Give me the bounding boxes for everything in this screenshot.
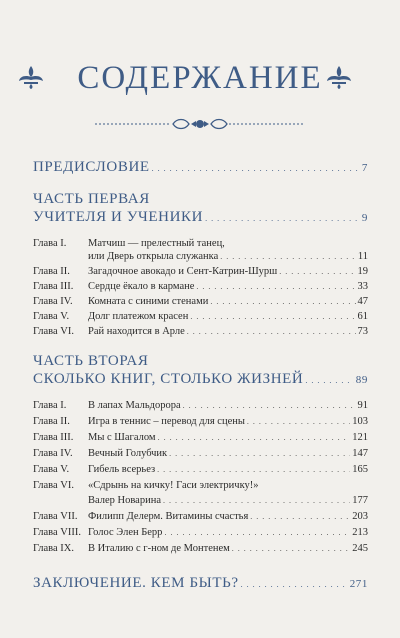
part1-heading-line1 <box>33 190 368 208</box>
dot-leader <box>190 310 355 323</box>
chapter-page: 61 <box>357 311 368 322</box>
dot-leader <box>169 447 350 460</box>
toc-entry-part1[interactable] <box>33 208 368 228</box>
dot-leader <box>187 325 356 338</box>
toc-chapter[interactable] <box>33 431 368 444</box>
toc-entry-part2[interactable] <box>33 370 368 390</box>
chapter-page: 47 <box>357 296 368 307</box>
chapter-page: 103 <box>352 416 368 427</box>
decorative-divider-icon <box>93 117 307 131</box>
part1-page: 9 <box>361 212 368 224</box>
fleur-de-lis-ornament-icon <box>16 64 46 90</box>
dot-leader <box>205 210 360 228</box>
chapter-page: 245 <box>352 543 368 554</box>
chapter-title: Загадочное авокадо и Сент-Катрин-Шурш <box>88 266 278 277</box>
chapter-title-line2: Валер Новарина <box>88 495 161 506</box>
toc-entry-conclusion[interactable] <box>33 574 368 594</box>
part1-number: ЧАСТЬ ПЕРВАЯ <box>33 191 150 207</box>
dot-leader <box>247 415 350 428</box>
chapter-title: В лапах Мальдорора <box>88 400 181 411</box>
toc-entry-preface[interactable] <box>33 158 368 178</box>
chapter-page: 33 <box>357 281 368 292</box>
dot-leader <box>157 463 350 476</box>
chapter-number: Глава VIII. <box>33 527 81 538</box>
chapter-title: Сердце ёкало в кармане <box>88 281 195 292</box>
chapter-number: Глава VII. <box>33 511 78 522</box>
toc-chapter[interactable] <box>33 510 368 523</box>
dot-leader <box>241 576 348 594</box>
chapter-number: Глава II. <box>33 416 70 427</box>
toc-chapter[interactable] <box>33 526 368 539</box>
chapter-page: 147 <box>352 448 368 459</box>
conclusion-label: ЗАКЛЮЧЕНИЕ. КЕМ БЫТЬ? <box>33 575 239 591</box>
part2-title: СКОЛЬКО КНИГ, СТОЛЬКО ЖИЗНЕЙ <box>33 371 304 387</box>
dot-leader <box>164 526 350 539</box>
dot-leader <box>196 280 355 293</box>
chapter-title: Филипп Делерм. Витамины счастья <box>88 511 249 522</box>
part2-number: ЧАСТЬ ВТОРАЯ <box>33 353 149 369</box>
page-title: СОДЕРЖАНИЕ <box>77 60 323 96</box>
chapter-title: Мы с Шагалом <box>88 432 156 443</box>
chapter-number: Глава IX. <box>33 543 74 554</box>
dot-leader <box>210 295 355 308</box>
chapter-title: В Италию с г-ном де Монтенем <box>88 543 230 554</box>
chapter-title: Гибель всерьез <box>88 464 156 475</box>
chapter-number: Глава VI. <box>33 326 74 337</box>
chapter-title: Комната с синими стенами <box>88 296 209 307</box>
chapter-number: Глава II. <box>33 266 70 277</box>
chapter-number: Глава IV. <box>33 296 73 307</box>
preface-label: ПРЕДИСЛОВИЕ <box>33 159 150 175</box>
chapter-page: 91 <box>357 400 368 411</box>
toc-chapter[interactable] <box>33 399 368 412</box>
chapter-page: 19 <box>357 266 368 277</box>
dot-leader <box>305 372 353 390</box>
toc-chapter[interactable] <box>33 542 368 555</box>
toc-chapter[interactable] <box>33 280 368 293</box>
toc-chapter[interactable] <box>33 310 368 323</box>
toc-chapter[interactable] <box>33 295 368 308</box>
toc-chapter[interactable] <box>88 250 368 263</box>
preface-page: 7 <box>361 162 368 174</box>
chapter-number: Глава VI. <box>33 480 74 491</box>
chapter-page: 203 <box>352 511 368 522</box>
chapter-number: Глава V. <box>33 464 70 475</box>
chapter-title: «Сдрынь на кичку! Гаси электричку!» <box>88 480 259 491</box>
toc-chapter[interactable] <box>33 447 368 460</box>
part1-title: УЧИТЕЛЯ И УЧЕНИКИ <box>33 209 204 225</box>
dot-leader <box>279 265 355 278</box>
toc-chapter[interactable] <box>33 325 368 338</box>
chapter-title-line2: или Дверь открыла служанка <box>88 251 219 262</box>
chapter-number: Глава III. <box>33 432 74 443</box>
dot-leader <box>250 510 350 523</box>
chapter-page: 165 <box>352 464 368 475</box>
chapter-page: 121 <box>352 432 368 443</box>
toc-chapter[interactable] <box>33 265 368 278</box>
dot-leader <box>220 250 356 263</box>
fleur-de-lis-ornament-icon <box>324 64 354 90</box>
chapter-page: 73 <box>357 326 368 337</box>
toc-chapter[interactable] <box>88 494 368 507</box>
toc-chapter[interactable] <box>33 463 368 476</box>
chapter-title: Матчиш — прелестный танец, <box>88 238 225 249</box>
chapter-title: Долг платежом красен <box>88 311 189 322</box>
chapter-title: Вечный Голубчик <box>88 448 168 459</box>
part2-page: 89 <box>355 374 368 386</box>
part2-heading-line1 <box>33 352 368 370</box>
toc-chapter <box>33 237 368 250</box>
chapter-title: Игра в теннис – перевод для сцены <box>88 416 245 427</box>
dot-leader <box>152 160 360 178</box>
toc-chapter[interactable] <box>33 415 368 428</box>
chapter-number: Глава I. <box>33 400 67 411</box>
chapter-title: Рай находится в Арле <box>88 326 185 337</box>
title-row <box>0 58 400 98</box>
chapter-number: Глава V. <box>33 311 70 322</box>
dot-leader <box>232 542 350 555</box>
dot-leader <box>183 399 356 412</box>
chapter-title: Голос Элен Берр <box>88 527 163 538</box>
toc-chapter <box>33 479 368 492</box>
chapter-number: Глава III. <box>33 281 74 292</box>
chapter-page: 11 <box>357 251 368 262</box>
chapter-number: Глава IV. <box>33 448 73 459</box>
conclusion-page: 271 <box>349 578 368 590</box>
dot-leader <box>163 494 350 507</box>
chapter-number: Глава I. <box>33 238 67 249</box>
chapter-page: 177 <box>352 495 368 506</box>
chapter-page: 213 <box>352 527 368 538</box>
dot-leader <box>158 431 351 444</box>
